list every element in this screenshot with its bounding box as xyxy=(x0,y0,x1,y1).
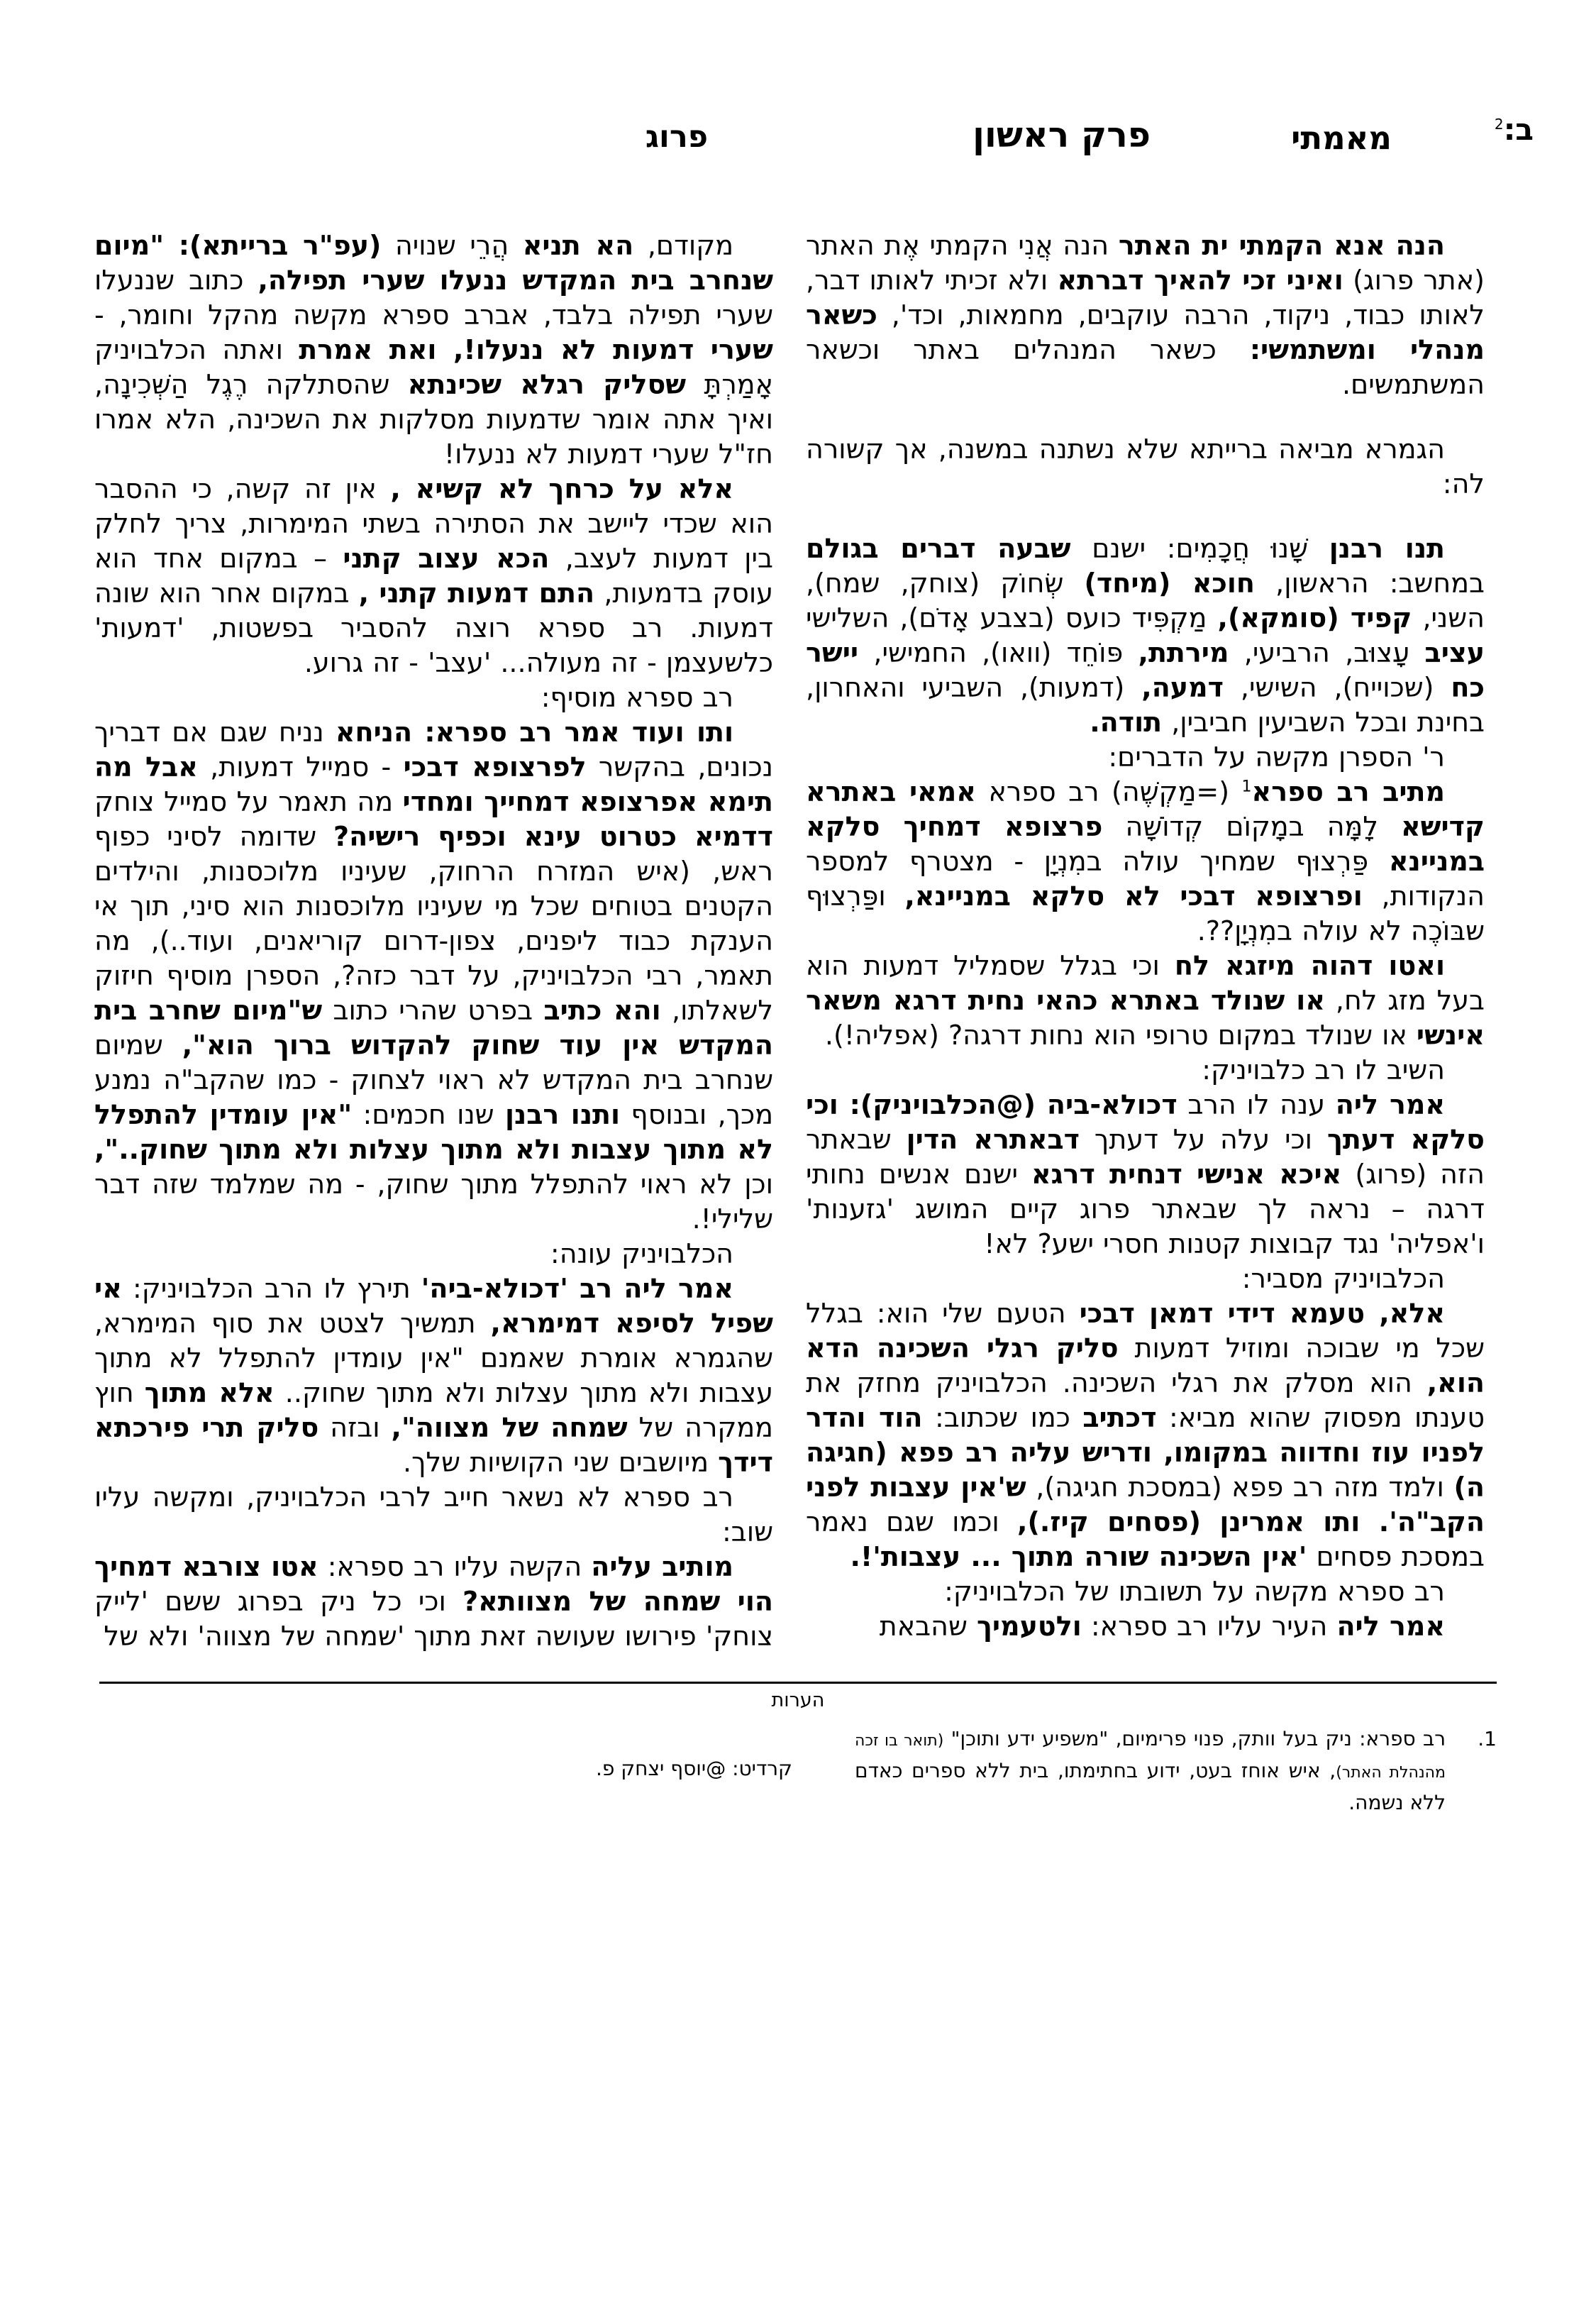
bold-phrase: אבל מה תימא אפרצופא דמחייך ומחדי xyxy=(94,751,774,817)
paragraph xyxy=(94,1271,773,1480)
paragraph xyxy=(94,1480,773,1550)
bold-phrase: אלא, טעמא דידי דמאן דבכי xyxy=(1079,1298,1445,1329)
text-run: הנה אֲנִי הקמתי אֶת האתר (אתר פרוג) xyxy=(806,230,1485,296)
footnote-item xyxy=(855,1724,1497,1818)
text-run: וכי עלה על דעתך xyxy=(1080,1124,1327,1155)
text-run: מיושבים שני הקושיות שלך. xyxy=(403,1447,719,1478)
text-run: ר' הספרן מקשה על הדברים: xyxy=(1108,741,1445,773)
paragraph xyxy=(806,1574,1485,1609)
bold-phrase: אי שפיל לסיפא דמימרא, xyxy=(94,1273,773,1339)
text-run: (שכוייח), השישי, xyxy=(1223,672,1451,703)
text-run: מקודם, xyxy=(633,230,734,261)
bold-phrase: דכתיב xyxy=(1082,1402,1157,1433)
text-run: וכן לא ראוי להתפלל מתוך שחוק, - מה שמלמד שזה דבר שלילי!. xyxy=(94,1169,773,1235)
paragraph xyxy=(806,949,1485,1053)
text-run: (תואר בו זכה מהנהלת האתר) xyxy=(855,1732,1446,1782)
bold-phrase: שסליק רגלא שכינתא xyxy=(407,369,687,400)
text-run: נניח שגם אם דבריך נכונים, בהקשר xyxy=(94,717,773,783)
paragraph xyxy=(806,531,1485,740)
bold-phrase: הא תניא xyxy=(522,230,634,261)
paragraph xyxy=(94,715,773,1237)
footnote-divider xyxy=(99,1682,1497,1684)
text-run: הטעם שלי הוא: בגלל שכל מי שבוכה ומוזיל דמעות xyxy=(806,1298,1485,1364)
bold-phrase: ותנו רבנן xyxy=(504,1099,621,1130)
text-run: אין זה קשה, כי ההסבר הוא שכדי ליישב את הסתירה בשתי המימרות, צריך לחלק בין דמעות לעצב, xyxy=(94,473,773,574)
text-run: וכמו שגם נאמר במסכת פסחים xyxy=(806,1506,1485,1572)
bold-phrase: ופרצופא דבכי לא סלקא במניינא, xyxy=(904,881,1363,912)
text-run: תירץ לו הרב הכלבויניק: xyxy=(121,1273,421,1304)
bold-phrase: אמר ליה xyxy=(1335,1089,1445,1120)
text-run: העיר עליו רב ספרא: xyxy=(1081,1611,1337,1642)
bold-phrase: מירתת, xyxy=(1138,637,1229,668)
paragraph xyxy=(806,1053,1485,1088)
text-run: מַקְפִּיד כועס (בצבע אָדֹם), השלישי xyxy=(806,602,1218,634)
footnote-list xyxy=(855,1724,1497,1818)
text-run: במחשב: הראשון, xyxy=(1255,568,1485,599)
bold-phrase: ש"מיום שחרב בית המקדש אין עוד שחוק להקדוש ברוך הוא", xyxy=(94,995,773,1061)
bold-phrase: ותו ועוד אמר רב ספרא: הניחא xyxy=(335,717,733,748)
page-marker-superscript: 2 xyxy=(1494,116,1504,133)
bold-phrase: דבאתרא הדין xyxy=(906,1124,1080,1155)
bold-phrase: הנה אנא הקמתי ית האתר xyxy=(1118,230,1445,261)
bold-phrase: סליק תרי פירכתא דידך xyxy=(94,1412,773,1478)
section-title: פרוג xyxy=(645,119,708,155)
text-run: ובזה xyxy=(318,1412,392,1443)
bold-phrase: אטו צורבא דמחיך הוי שמחה של מצוותא? xyxy=(94,1551,774,1617)
text-run: (דמעות), השביעי והאחרון, בחינת ובכל השביעין חביבין, xyxy=(806,672,1485,738)
paragraph xyxy=(806,1296,1485,1574)
tractate-title: מאמתי xyxy=(1291,119,1392,157)
footnote-text xyxy=(855,1724,1446,1818)
paragraph xyxy=(806,775,1485,949)
paragraph xyxy=(806,1088,1485,1262)
text-run: הקשה עליו רב ספרא: xyxy=(318,1551,592,1582)
bold-phrase: אלא על כרחך לא קשיא , xyxy=(390,473,733,504)
chapter-title: פרק ראשון xyxy=(972,115,1151,155)
text-run: שהסתלקה רֶגֶל הַשְּׁכִינָה, ואיך אתה אומר שדמעות מסלקות את השכינה, הלא אמרו חז"ל שערי דמעות לא ננעלו! xyxy=(94,369,773,470)
text-run: ואתה הכלבויניק אָמַרְתָּ xyxy=(94,334,773,400)
text-run: שבאתר הזה (פרוג) xyxy=(806,1124,1485,1190)
bold-phrase: והא כתיב xyxy=(543,995,661,1026)
bold-phrase: ולטעמיך xyxy=(976,1611,1082,1642)
paragraph xyxy=(806,1609,1485,1644)
bold-phrase: "אין עומדין להתפלל לא מתוך עצבות ולא מתוך עצלות ולא מתוך שחוק..", xyxy=(94,1099,773,1165)
text-run: הגמרא מביאה ברייתא שלא נשתנה במשנה, אך קשורה לה: xyxy=(806,434,1485,500)
text-run: פַּרְצוּף שמחיך עולה במִנְיָן - מצטרף למספר הנקודות, xyxy=(806,846,1485,912)
credit-line: קרדיט: @יוסף יצחק פ. xyxy=(596,1757,792,1780)
text-run: בפרט שהרי כתוב xyxy=(322,995,544,1026)
paragraph xyxy=(94,472,773,680)
bold-phrase: דמעה, xyxy=(1141,672,1224,703)
bold-phrase: קפיד (סומקא), xyxy=(1217,602,1412,634)
bold-phrase: אמר ליה xyxy=(1336,1611,1445,1642)
footnote-number: 1. xyxy=(1478,1727,1497,1750)
bold-phrase: דדמיא כטרוט עינא וכפיף רישיה? xyxy=(333,821,773,852)
bold-phrase: איכא אנישי דנחית דרגא xyxy=(1031,1159,1342,1190)
text-run: ולמד מזה רב פפא (במסכת חגיגה), xyxy=(1026,1472,1454,1503)
text-run: - סמייל דמעות, xyxy=(197,751,404,783)
bold-phrase: ואטו דהוה מיזגא לח xyxy=(1174,950,1445,981)
text-run: וכי בגלל שסמליל דמעות הוא בעל מזג לח, xyxy=(806,950,1485,1016)
bold-phrase: אמאי באתרא קדישא xyxy=(806,776,1485,842)
footnote-ref: 1 xyxy=(1241,778,1252,796)
bold-phrase: מתיב רב ספרא xyxy=(1251,776,1446,807)
text-run: וכי כל ניק בפרוג ששם 'לייק צוחק' פירושו שעושה זאת מתוך 'שמחה של מצווה' ולא של xyxy=(94,1586,773,1652)
text-run: הכלבויניק מסביר: xyxy=(1241,1263,1445,1294)
bold-phrase: חוכא (מיחד) xyxy=(1084,568,1256,599)
text-run: (=מַקְשֶׁה) רב ספרא xyxy=(975,776,1242,807)
bold-phrase: הכא עצוב קתני xyxy=(343,543,550,574)
bold-phrase: תנו רבנן xyxy=(1329,533,1445,564)
text-run: רב ספרא לא נשאר חייב לרבי הכלבויניק, ומקשה עליו שוב: xyxy=(94,1482,773,1548)
body-columns xyxy=(94,228,1485,1654)
text-run: חוץ ממקרה של xyxy=(94,1377,773,1443)
footnotes-heading: הערות xyxy=(771,1689,825,1711)
paragraph xyxy=(94,1550,773,1654)
text-run: במקום אחר הוא שונה דמעות. רב ספרא רוצה להסביר בפשטות, 'דמעות' כלשעצמן - זה מעולה... 'עצב' - זה גרוע. xyxy=(94,578,773,678)
bold-phrase: 'אין השכינה שורה מתוך ... עצבות'!. xyxy=(850,1541,1307,1572)
text-run: מה תאמר על סמייל צוחק xyxy=(94,786,403,817)
text-run: ענה לו הרב xyxy=(1177,1089,1336,1120)
bold-phrase: אמר ליה רב 'דכולא-ביה' xyxy=(421,1273,733,1304)
bold-phrase: עציב xyxy=(1424,637,1485,668)
text-run: – במקום אחד הוא עוסק בדמעות, xyxy=(94,543,773,609)
text-run: ולא זכיתי לאותו דבר, לאותו כבוד, ניקוד, הרבה עוקבים, מחמאות, וכד', xyxy=(806,265,1485,331)
text-run: שָׁנוּ חֲכָמִים: ישנם xyxy=(1070,533,1329,564)
bold-phrase: יישר כח xyxy=(806,637,1485,703)
left-column xyxy=(94,228,773,1654)
right-column xyxy=(806,228,1485,1654)
paragraph xyxy=(806,228,1485,402)
footnotes-section xyxy=(99,1682,1497,1866)
page-marker xyxy=(1495,112,1534,147)
bold-phrase: כשאר מנהלי ומשתמשי: xyxy=(806,299,1485,365)
text-run: שְׂחוֹק (צוחק, שמח), השני, xyxy=(806,568,1485,634)
paragraph xyxy=(806,740,1485,775)
text-run: או שנולד במקום טרופי הוא נחות דרגה? (אפליה!). xyxy=(824,1020,1417,1051)
text-run: שהבאת xyxy=(879,1611,977,1642)
text-run: שנו חכמים: xyxy=(352,1099,505,1130)
text-run: תמשיך לצטט את סוף המימרא, שהגמרא אומרת שאמנם "אין עומדין להתפלל לא מתוך עצבות ולא מתוך עצלות ולא מתוך שחוק.. xyxy=(94,1308,774,1408)
paragraph xyxy=(94,680,773,715)
paragraph xyxy=(806,1262,1485,1296)
text-run: הוא מסלק את רגלי השכינה. הכלבויניק מחזק את טענתו מפסוק שהוא מביא: xyxy=(806,1367,1485,1433)
text-run: ופַּרְצוּף שבּוֹכֶה לא עולה במִנְיָן??. xyxy=(806,881,1485,947)
text-run: כשאר המנהלים באתר וכשאר המשתמשים. xyxy=(806,334,1485,400)
paragraph xyxy=(94,1237,773,1271)
text-run: פּוֹחֵד (וואו), החמישי, xyxy=(858,637,1138,668)
bold-phrase: ש'אין עצבות לפני הקב"ה'. ותו אמרינן (פסחים קיז.), xyxy=(806,1472,1485,1538)
bold-phrase: שמחה של מצווה", xyxy=(391,1412,628,1443)
text-run: ישנם אנשים נחותי דרגה – נראה לך שבאתר פרוג קיים המושג 'גזענות' ו'אפליה' נגד קבוצות קטנות חסרי ישע? לא! xyxy=(806,1159,1485,1259)
bold-phrase: ואיני זכי להאיך דברתא xyxy=(1057,265,1343,296)
text-run: רב ספרא מוסיף: xyxy=(541,682,733,713)
bold-phrase: דכולא-ביה (@הכלבויניק): וכי סלקא דעתך xyxy=(806,1089,1485,1155)
bold-phrase: או שנולד באתרא כהאי נחית דרגא משאר אינשי xyxy=(806,985,1485,1051)
bold-phrase: תודה. xyxy=(1090,707,1163,738)
paragraph xyxy=(94,228,773,472)
text-run: רב ספרא מקשה על תשובתו של הכלבויניק: xyxy=(944,1576,1445,1607)
text-run: שמיום שנחרב בית המקדש לא ראוי לצחוק - כמו שהקב"ה נמנע מכך, ובנוסף xyxy=(94,1030,773,1130)
text-run: שדומה לסיני כפוף ראש, (איש המזרח הרחוק, שעיניו מלוכסנות, והילדים הקטנים בטוחים שכל מי שעיניו מלוכסנות הוא סיני, תוך אי הענקת כבוד ליפנים, צפון-דרום קוריאנים, ועוד..), מה תאמר, רבי הכלבויניק, על דבר כזה?, הספרן מוסיף חיזוק לשאלתו, xyxy=(94,821,773,1026)
bold-phrase: התם דמעות קתני , xyxy=(358,578,595,609)
daf-label: ב: xyxy=(1503,112,1534,147)
text-run: לָמָּה במָקוֹם קְדוֹשָׁה xyxy=(1102,811,1401,842)
bold-phrase: הוד והדר לפניו עוז וחדווה במקומו, ודריש עליה רב פפא (חגיגה ה) xyxy=(806,1402,1485,1503)
bold-phrase: מותיב עליה xyxy=(591,1551,733,1582)
text-run: רב ספרא: ניק בעל וותק, פנוי פרימיום, "משפיע ידע ותוכן" xyxy=(943,1727,1446,1750)
text-run: עָצוּב, הרביעי, xyxy=(1229,637,1425,668)
text-run: הֲרֵי שנויה xyxy=(381,230,523,261)
text-run: השיב לו רב כלבויניק: xyxy=(1202,1054,1445,1086)
bold-phrase: לפרצופא דבכי xyxy=(403,751,587,783)
bold-phrase: שערי דמעות לא ננעלו!, ואת אמרת xyxy=(299,334,773,365)
bold-phrase: פרצופא דמחיך סלקא במניינא xyxy=(806,811,1485,877)
bold-phrase: שבעה דברים בגולם xyxy=(806,533,1071,564)
paragraph xyxy=(806,432,1485,502)
text-run: , איש אוחז בעט, ידוע בחתימתו, בית ללא ספרים כאדם ללא נשמה. xyxy=(855,1759,1446,1814)
bold-phrase: סליק רגלי השכינה הדא הוא, xyxy=(806,1333,1485,1399)
text-run: הכלבויניק עונה: xyxy=(550,1238,733,1269)
bold-phrase: (עפ"ר ברייתא): "מיום שנחרב בית המקדש ננעלו שערי תפילה, xyxy=(94,230,774,296)
text-run: כתוב שננעלו שערי תפילה בלבד, אברב ספרא מקשה מהקל וחומר, - xyxy=(94,265,773,331)
bold-phrase: אלא מתוך xyxy=(144,1377,275,1408)
text-run: כמו שכתוב: xyxy=(922,1402,1083,1433)
